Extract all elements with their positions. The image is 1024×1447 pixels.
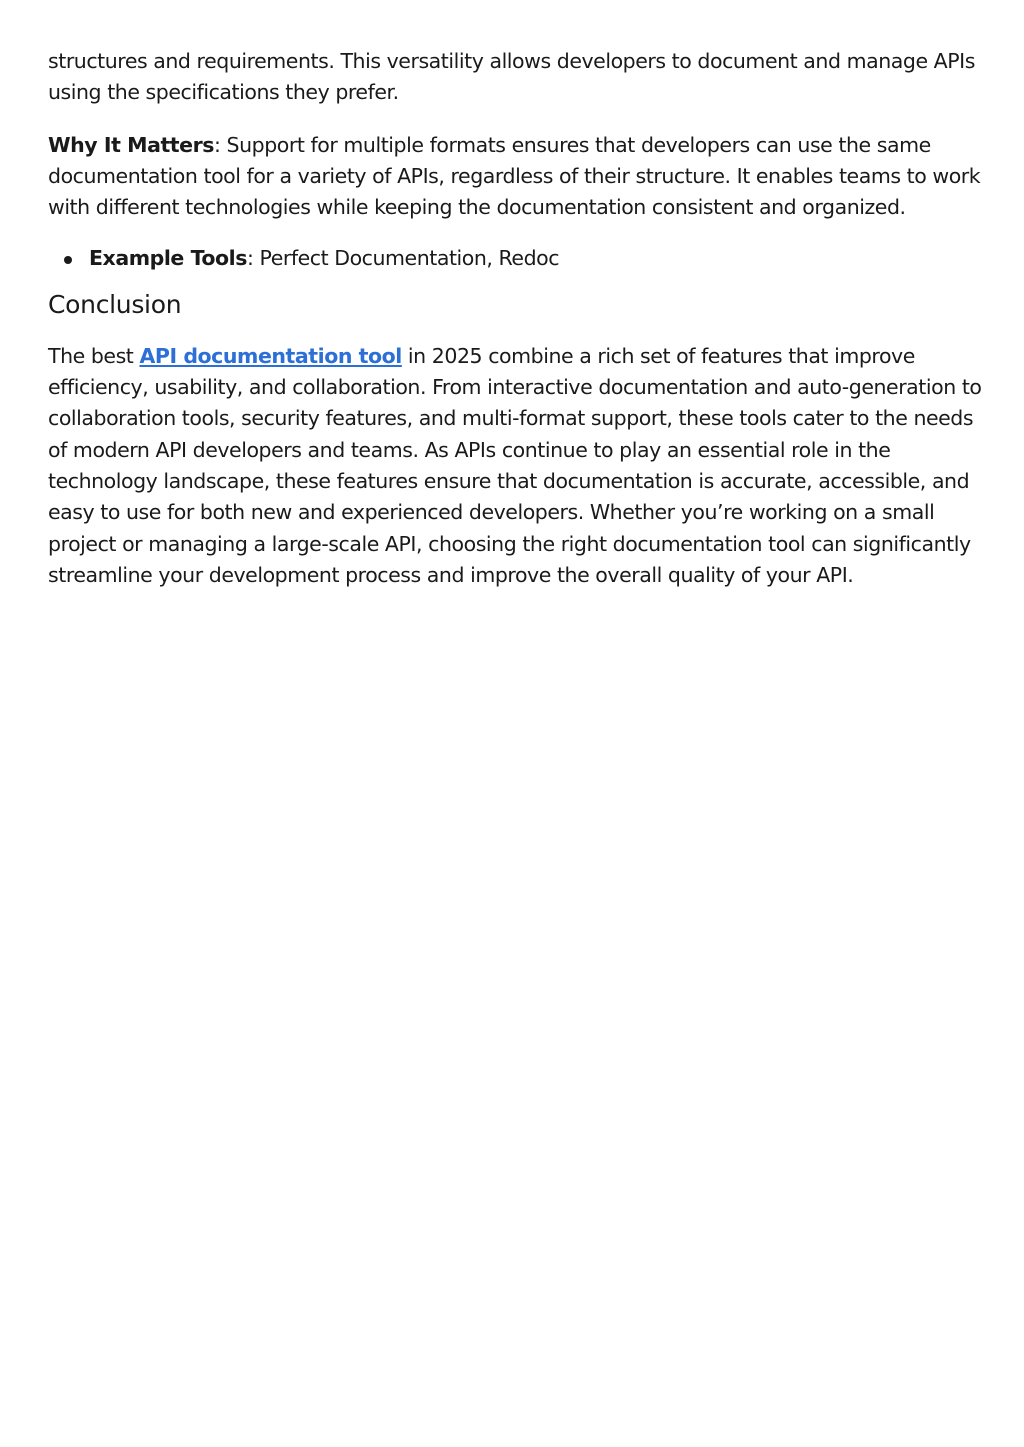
conclusion-text-before: The best <box>48 343 140 368</box>
example-tools-label: Example Tools <box>89 246 247 271</box>
api-documentation-tool-link[interactable]: API documentation tool <box>139 343 402 368</box>
why-it-matters-label: Why It Matters <box>48 132 215 157</box>
example-tools-list <box>48 243 988 274</box>
example-tools-text: : Perfect Documentation, Redoc <box>246 246 560 271</box>
paragraph-why-it-matters <box>48 130 988 224</box>
bullet-icon <box>64 256 72 264</box>
list-item-example-tools <box>48 243 988 274</box>
paragraph-formats-intro <box>48 46 988 109</box>
paragraph-formats-intro-text: structures and requirements. This versatility allows developers to document and manage APIs using the specifications they prefer. <box>48 49 975 105</box>
why-it-matters-text: : Support for multiple formats ensures that developers can use the same documentation tool for a variety of APIs, regardless of their structure. It enables teams to work with different technologies while keeping the documentation consistent and organized. <box>48 132 981 220</box>
document-page <box>48 46 988 591</box>
conclusion-heading: Conclusion <box>48 289 182 319</box>
conclusion-text-after: in 2025 combine a rich set of features that improve efficiency, usability, and collaboration. From interactive documentation and auto-generation to collaboration tools, security features, and multi-format support, these tools cater to the needs of modern API developers and teams. As APIs continue to play an essential role in the technology landscape, these features ensure that documentation is accurate, accessible, and easy to use for both new and experienced developers. Whether you’re working on a small project or managing a large-scale API, choosing the right documentation tool can significantly streamline your development process and improve the overall quality of your API. <box>48 343 982 587</box>
paragraph-conclusion <box>48 341 988 591</box>
